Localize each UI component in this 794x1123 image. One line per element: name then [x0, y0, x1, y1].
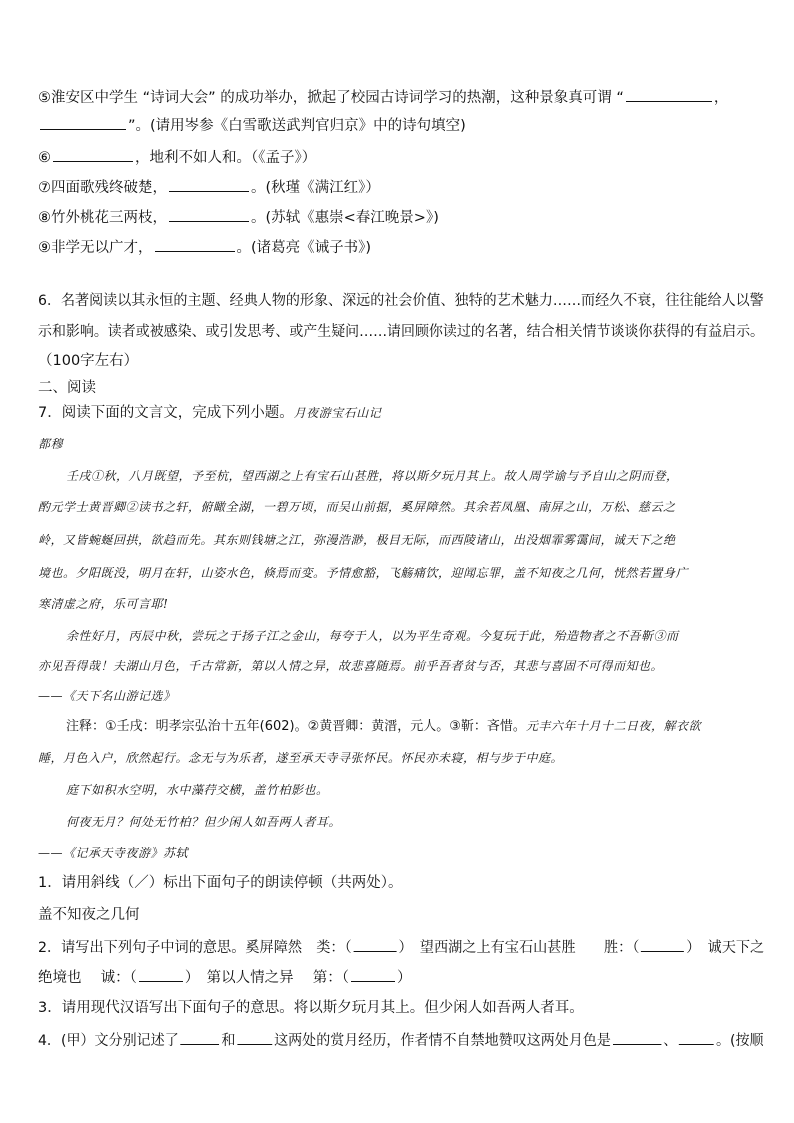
poetry-item-7-source: 。(秋瑾《满江红》）: [251, 180, 380, 196]
question-7-stem: [38, 403, 381, 423]
passage-author: 都穆: [38, 437, 64, 451]
poetry-item-8-text: ⑧竹外桃花三两枝，: [38, 210, 167, 226]
subquestion-1: 1．请用斜线（／）标出下面句子的朗读停顿（共两处）。: [38, 875, 403, 891]
passage-line: 余性好月，丙辰中秋，尝玩之于扬子江之金山，每夸于人，以为平生奇观。今复玩于此，殆造物者之不吾靳③而: [66, 629, 679, 643]
poetry-item-5-source: ”。(请用岑参《白雪歌送武判官归京》中的诗句填空): [128, 118, 466, 134]
subquestion-2-text: 绝境也 诚：（: [38, 970, 137, 986]
notes-text: ①壬戌：明孝宗弘治十五年(602)。②黄晋卿：黄溍，元人。③靳：吝惜。: [105, 719, 526, 734]
question-6-line-1: 6．名著阅读以其永恒的主题、经典人物的形象、深远的社会价值、独特的艺术魅力……而经久不衰，往往能给人以警: [38, 293, 764, 309]
subquestion-3: 3．请用现代汉语写出下面句子的意思。将以斯夕玩月其上。但少闲人如吾两人者耳。: [38, 1000, 584, 1016]
question-6-line-2: 示和影响。读者或被感染、或引发思考、或产生疑问……请回顾你读过的名著，结合相关情节谈谈你获得的有益启示。: [38, 324, 765, 340]
subquestion-1-sentence: 盖不知夜之几何: [38, 907, 140, 923]
subquestion-2-cont: [38, 966, 411, 988]
poetry-item-5: [38, 86, 728, 108]
passage-line: 壬戌①秋，八月既望，予至杭，望西湖之上有宝石山甚胜，将以斯夕玩月其上。故人周学谕与予自山之阴而登，: [66, 469, 679, 483]
poetry-item-5-cont: [38, 114, 466, 136]
poetry-item-7: [38, 176, 380, 198]
subquestion-2-text: ） 诚天下之: [686, 940, 765, 956]
poetry-item-8-source: 。(苏轼《惠崇<春江晚景>》): [251, 210, 439, 226]
subquestion-4-text: 、: [663, 1033, 678, 1049]
passage-line: 酌元学士黄晋卿②读书之轩，俯瞰全湖，一碧万顷，而吴山前据，奚屏障然。其余若凤凰、南屏之山，万松、慈云之: [38, 500, 676, 514]
notes-label: 注释：: [66, 719, 106, 734]
subquestion-4-text: 。(按顺: [715, 1033, 764, 1049]
poetry-item-9: [38, 236, 371, 258]
answer-blank[interactable]: [139, 966, 183, 982]
passage-source: ——《天下名山游记选》: [38, 689, 176, 703]
passage-line: 境也。夕阳既没，明月在轩，山姿水色，倏焉而变。予情愈豁，飞觞痛饮，迎闻忘罪，盖不知夜之几何，恍然若置身广: [38, 566, 689, 580]
answer-blank[interactable]: [53, 146, 133, 162]
answer-blank[interactable]: [351, 966, 395, 982]
answer-blank[interactable]: [155, 236, 235, 252]
answer-blank[interactable]: [237, 1029, 272, 1045]
answer-blank[interactable]: [40, 114, 126, 130]
subquestion-4: [38, 1029, 764, 1051]
passage-line: 寒清虚之府，乐可言耶!: [38, 597, 169, 611]
answer-blank[interactable]: [169, 206, 249, 222]
poetry-item-6: [38, 146, 316, 168]
subquestion-4-text: 和: [221, 1033, 236, 1049]
poetry-item-5-text: ⑤淮安区中学生 “诗词大会” 的成功举办，掀起了校园古诗词学习的热潮，这种景象真可谓 “: [38, 90, 624, 106]
subquestion-4-text: 4．(甲）文分别记述了: [38, 1033, 179, 1049]
section-title: 二、阅读: [38, 380, 96, 396]
question-6-line-3: （100字左右）: [38, 353, 139, 369]
answer-blank[interactable]: [354, 936, 397, 952]
subquestion-2: [38, 936, 764, 958]
subquestion-4-text: 这两处的赏月经历，作者情不自禁地赞叹这两处月色是: [274, 1033, 611, 1049]
subquestion-2-text: ）: [396, 970, 412, 986]
passage-title: 月夜游宝石山记: [293, 406, 382, 420]
answer-blank[interactable]: [181, 1029, 220, 1045]
passage-line: 何夜无月？何处无竹柏？但少闲人如吾两人者耳。: [66, 815, 342, 829]
passage-line: 元丰六年十月十二日夜，解衣欲: [525, 719, 701, 733]
poetry-item-8: [38, 206, 439, 228]
answer-blank[interactable]: [679, 1029, 714, 1045]
passage-line: 岭，又皆蜿蜒回拱，欲趋而先。其东则钱塘之江，弥漫浩渺，极目无际，而西陵诸山，出没烟霏雾霭间，诚天下之绝: [38, 533, 676, 547]
notes-line: [66, 716, 701, 737]
passage-source: ——《记承天寺夜游》苏轼: [38, 846, 189, 860]
subquestion-2-text: ） 第以人情之异 第：（: [184, 970, 349, 986]
poetry-item-9-text: ⑨非学无以广才，: [38, 240, 153, 256]
answer-blank[interactable]: [626, 86, 712, 102]
question-7-stem-text: 7．阅读下面的文言文，完成下列小题。: [38, 405, 294, 421]
passage-line: 庭下如积水空明，水中藻荇交横，盖竹柏影也。: [66, 783, 329, 797]
answer-blank[interactable]: [613, 1029, 661, 1045]
poetry-item-6-number: ⑥: [38, 150, 51, 166]
passage-line: 亦见吾得哉！夫湖山月色，千古常新，第以人情之异，故悲喜随焉。前乎吾者贫与否，其悲与喜固不可得而知也。: [38, 659, 664, 673]
poetry-item-7-text: ⑦四面歌残终破楚，: [38, 180, 167, 196]
passage-line: 睡，月色入户，欣然起行。念无与为乐者，遂至承天寺寻张怀民。怀民亦未寝，相与步于中庭。: [38, 751, 564, 765]
poetry-item-9-source: 。(诸葛亮《诫子书》): [236, 240, 372, 256]
answer-blank[interactable]: [169, 176, 249, 192]
answer-blank[interactable]: [641, 936, 684, 952]
poetry-item-5-comma: ，: [713, 90, 729, 106]
subquestion-2-text: 2．请写出下列句子中词的意思。奚屏障然 类：（: [38, 940, 352, 956]
poetry-item-6-text: ，地利不如人和。（《孟子》）: [135, 150, 317, 166]
subquestion-2-text: ） 望西湖之上有宝石山甚胜 胜：（: [398, 940, 640, 956]
